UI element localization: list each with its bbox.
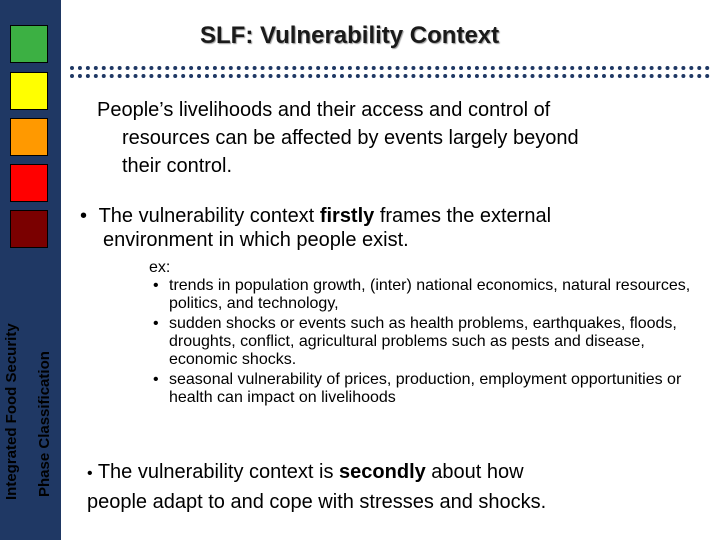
example-bullet: •	[153, 277, 159, 294]
bullet-secondly-bold: secondly	[339, 461, 426, 483]
examples-label: ex:	[149, 259, 171, 276]
intro-line-3: their control.	[122, 155, 233, 177]
example-item	[149, 277, 709, 313]
yellow-phase-square	[10, 72, 48, 110]
title-divider-top	[70, 66, 710, 70]
bullet-secondly	[87, 458, 707, 516]
bullet-firstly	[80, 204, 551, 252]
example-item	[149, 371, 709, 407]
example-text: sudden shocks or events such as health problems, earthquakes, floods, droughts, conflict, agricultural problems such as pests and disease, economic shocks.	[169, 315, 677, 368]
orange-phase-square	[10, 118, 48, 156]
bullet-secondly-text-after: about how	[425, 461, 524, 483]
sidebar	[0, 0, 61, 540]
sidebar-vertical-title-line1: Integrated Food Security	[3, 323, 20, 500]
green-phase-square	[10, 25, 48, 63]
red-phase-square	[10, 164, 48, 202]
bullet-firstly-bold: firstly	[319, 205, 375, 227]
example-bullet: •	[153, 371, 159, 388]
example-item	[149, 315, 709, 369]
intro-paragraph	[97, 96, 697, 180]
bullet-firstly-text-before: The vulnerability context	[98, 205, 320, 227]
bullet-secondly-line2: people adapt to and cope with stresses and shocks.	[87, 491, 547, 513]
bullet-firstly-text-after: frames the external	[374, 205, 552, 227]
bullet-dot: •	[80, 205, 88, 227]
title-divider-bottom	[70, 74, 710, 78]
bullet-dot: •	[87, 465, 93, 482]
sidebar-vertical-title-line2: Phase Classification	[36, 351, 53, 497]
slide-title: SLF: Vulnerability Context	[200, 22, 500, 49]
bullet-firstly-line2: environment in which people exist.	[103, 229, 409, 251]
example-text: seasonal vulnerability of prices, production, employment opportunities or health can impact on livelihoods	[169, 371, 682, 406]
intro-line-2: resources can be affected by events largely beyond	[122, 127, 579, 149]
darkred-phase-square	[10, 210, 48, 248]
examples-list	[149, 259, 709, 407]
example-bullet: •	[153, 315, 159, 332]
intro-line-1: People’s livelihoods and their access and control of	[97, 99, 551, 121]
example-text: trends in population growth, (inter) national economics, natural resources, politics, and technology,	[169, 277, 691, 312]
bullet-secondly-text-before: The vulnerability context is	[97, 461, 340, 483]
